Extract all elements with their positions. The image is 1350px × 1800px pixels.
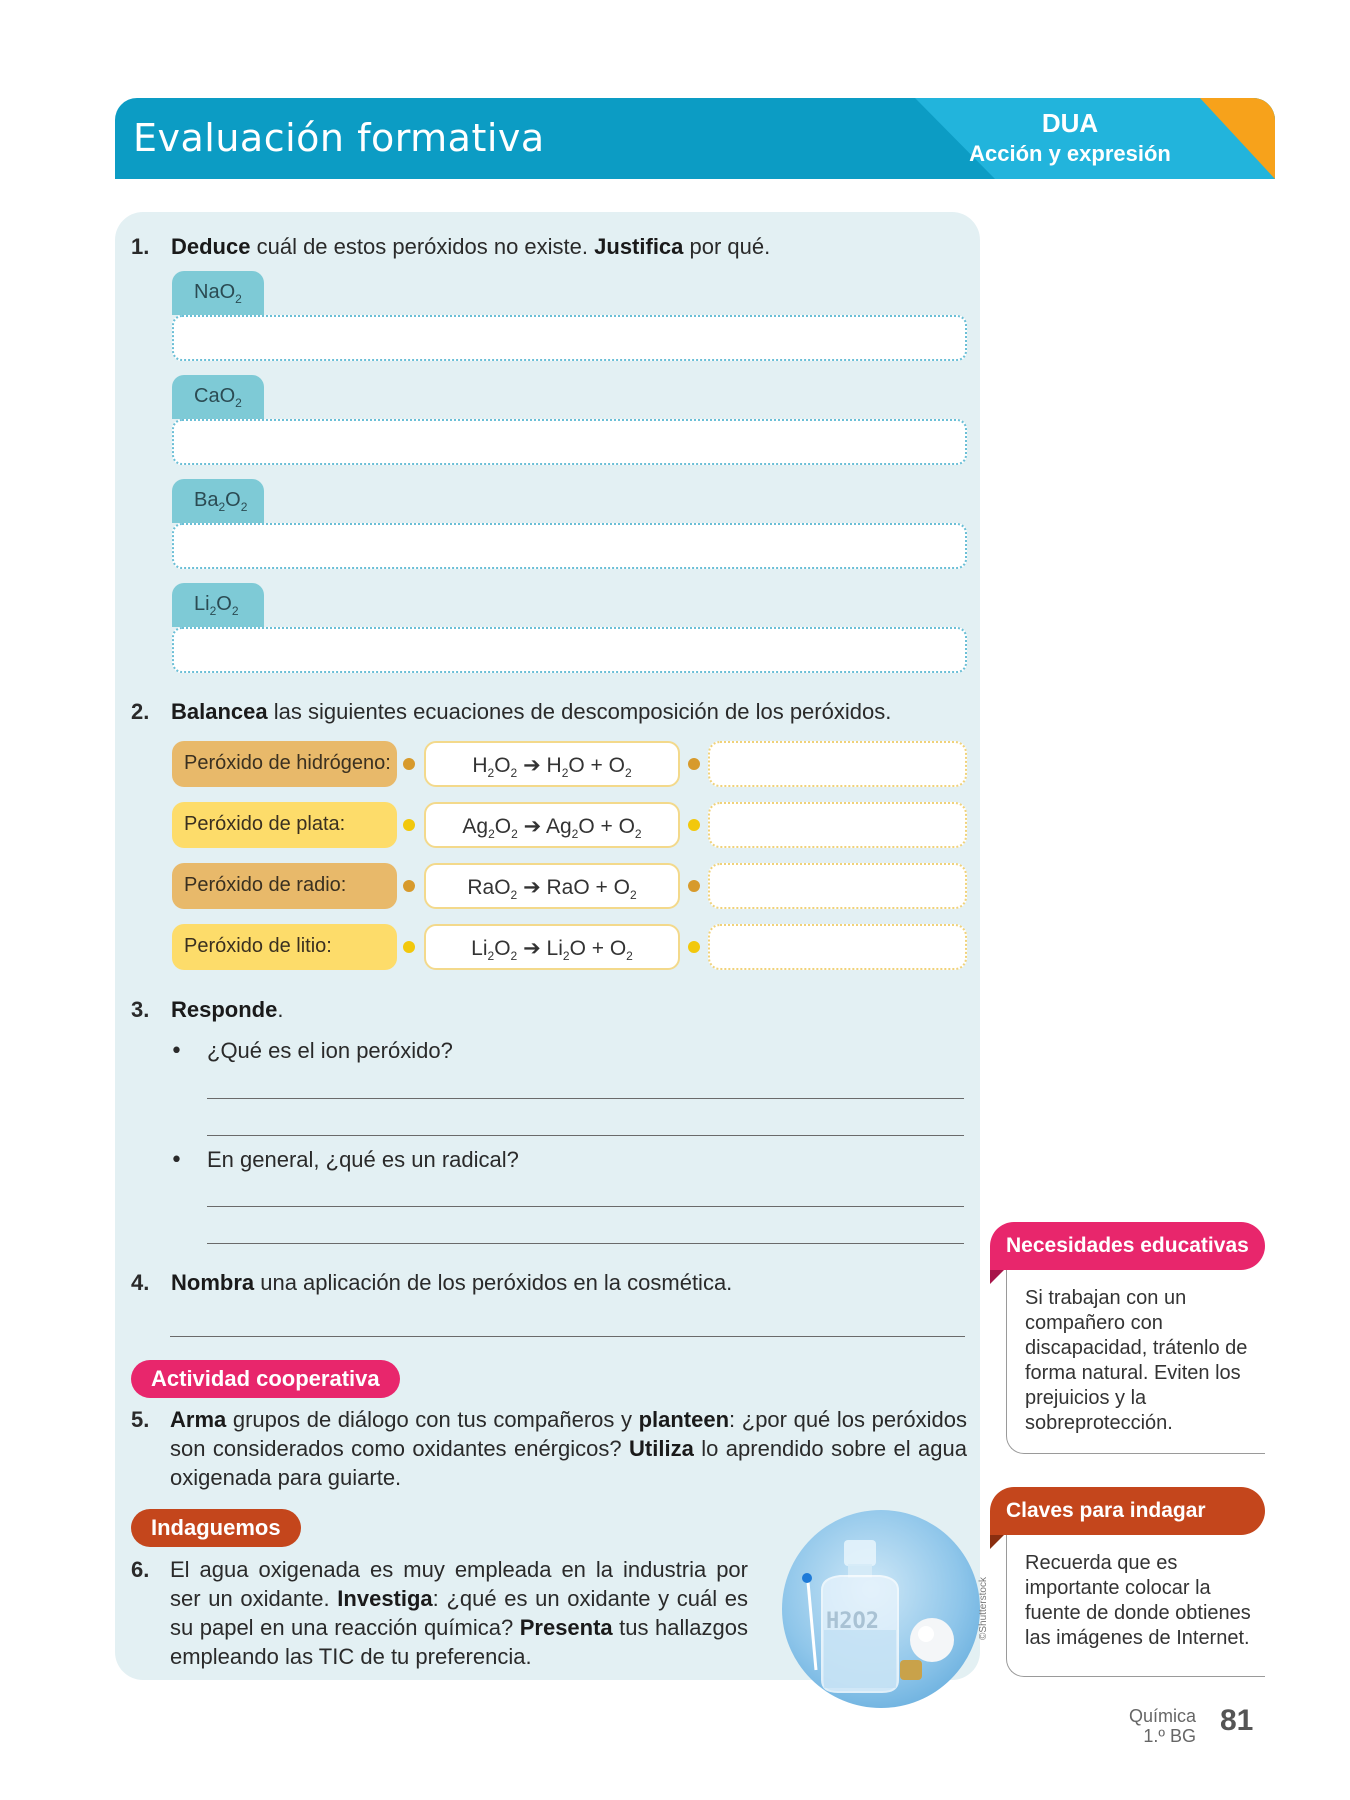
- peroxide-label: Peróxido de hidrógeno:: [172, 741, 397, 787]
- peroxide-label: Peróxido de plata:: [172, 802, 397, 848]
- balanced-answer-field[interactable]: [708, 802, 967, 848]
- connector-dot: [688, 941, 700, 953]
- answer-line[interactable]: [207, 1206, 964, 1207]
- bottle-illustration: [782, 1510, 980, 1708]
- question-1: [131, 232, 951, 262]
- question-text: las siguientes ecuaciones de descomposición de los peróxidos.: [267, 699, 892, 724]
- peroxide-label: Peróxido de litio:: [172, 924, 397, 970]
- question-number: 4.: [131, 1270, 150, 1295]
- bottle-label: H2O2: [826, 1609, 879, 1634]
- question-number: 3.: [131, 997, 150, 1022]
- question-6-text: El agua oxigenada es muy empleada en la industria por ser un oxidante. Investiga: ¿qué es un oxidante y cuál es su papel en una reacción química? Presenta tus hallazgos empleando las TIC de tu preferencia.: [170, 1557, 748, 1669]
- verb: Deduce: [171, 234, 251, 259]
- subject-name: Química: [1128, 1706, 1196, 1726]
- indaguemos-label: Indaguemos: [131, 1509, 301, 1547]
- answer-field[interactable]: [172, 315, 967, 361]
- question-3: [131, 995, 951, 1025]
- page-number: 81: [1220, 1704, 1254, 1737]
- dua-label: [935, 108, 1205, 167]
- question-6-number: [131, 1555, 171, 1585]
- connector-dot: [688, 880, 700, 892]
- peroxide-label: Peróxido de radio:: [172, 863, 397, 909]
- verb: Nombra: [171, 1270, 255, 1295]
- bullet: •: [170, 1039, 183, 1064]
- verb: Justifica: [594, 234, 684, 259]
- balanced-answer-field[interactable]: [708, 924, 967, 970]
- question-number: 2.: [131, 699, 150, 724]
- educational-needs-body: Si trabajan con un compañero con discapacidad, trátenlo de forma natural. Eviten los prejuicios y la sobreprotección.: [1006, 1270, 1265, 1454]
- educational-needs-box: [990, 1222, 1265, 1454]
- balanced-answer-field[interactable]: [708, 863, 967, 909]
- connector-dot: [688, 758, 700, 770]
- connector-dot: [403, 758, 415, 770]
- section-header: [115, 98, 1275, 179]
- connector-dot: [688, 819, 700, 831]
- question-text: .: [277, 997, 284, 1022]
- dua-subtitle: Acción y expresión: [969, 141, 1171, 166]
- answer-line[interactable]: [170, 1336, 965, 1337]
- tab-fold: [990, 1270, 1004, 1284]
- answer-line[interactable]: [207, 1098, 964, 1099]
- equation-box: $Ag_2O_2$ ➔ $Ag_2O + O_2$: [424, 802, 680, 848]
- connector-dot: [403, 941, 415, 953]
- question-text: una aplicación de los peróxidos en la cosmética.: [254, 1270, 733, 1295]
- footer-subject: [1100, 1706, 1196, 1746]
- connector-dot: [403, 880, 415, 892]
- equation-box: $H_2O_2$ ➔ $H_2O + O_2$: [424, 741, 680, 787]
- bullet: •: [170, 1148, 183, 1173]
- research-tips-body: Recuerda que es importante colocar la fuente de donde obtienes las imágenes de Internet.: [1006, 1535, 1265, 1677]
- question-5-number: [131, 1405, 171, 1435]
- research-tips-box: [990, 1487, 1265, 1677]
- answer-field[interactable]: [172, 419, 967, 465]
- grade: 1.º BG: [1143, 1726, 1196, 1746]
- sub-question: ¿Qué es el ion peróxido?: [207, 1038, 453, 1063]
- question-5-text: Arma grupos de diálogo con tus compañeros y planteen: ¿por qué los peróxidos son considerados como oxidantes enérgicos? Utiliza lo aprendido sobre el agua oxigenada para guiarte.: [170, 1407, 967, 1490]
- question-2: [131, 697, 961, 727]
- educational-needs-title: Necesidades educativas: [990, 1222, 1265, 1270]
- verb: Balancea: [171, 699, 268, 724]
- formula-tab: NaO$_2$: [172, 271, 264, 315]
- dua-title: DUA: [1041, 108, 1099, 138]
- answer-line[interactable]: [207, 1135, 964, 1136]
- tab-fold: [990, 1535, 1004, 1549]
- question-text: por qué.: [683, 234, 771, 259]
- section-title: Evaluación formativa: [133, 116, 545, 160]
- equation-box: RaO$_2$ ➔ RaO + $O_2$: [424, 863, 680, 909]
- answer-line[interactable]: [207, 1243, 964, 1244]
- question-text: cuál de estos peróxidos no existe.: [250, 234, 595, 259]
- photo-credit: ©Shutterstock: [978, 1577, 989, 1640]
- question-4: [131, 1268, 951, 1298]
- question-number: 1.: [131, 234, 150, 259]
- verb: Responde: [171, 997, 278, 1022]
- question-number: 6.: [131, 1557, 150, 1582]
- formula-tab: CaO$_2$: [172, 375, 264, 419]
- formula-tab: $Ba_2O_2$: [172, 479, 264, 523]
- question-number: 5.: [131, 1407, 150, 1432]
- cooperative-activity-label: Actividad cooperativa: [131, 1360, 400, 1398]
- arrow-icon: ➔: [523, 815, 542, 838]
- arrow-icon: ➔: [523, 876, 541, 899]
- balanced-answer-field[interactable]: [708, 741, 967, 787]
- hydrogen-peroxide-photo: [782, 1510, 980, 1708]
- arrow-icon: ➔: [523, 754, 541, 777]
- research-tips-title: Claves para indagar: [990, 1487, 1265, 1535]
- sub-question: En general, ¿qué es un radical?: [207, 1147, 519, 1172]
- connector-dot: [403, 819, 415, 831]
- arrow-icon: ➔: [523, 937, 541, 960]
- answer-field[interactable]: [172, 627, 967, 673]
- answer-field[interactable]: [172, 523, 967, 569]
- equation-box: $Li_2O_2$ ➔ $Li_2O + O_2$: [424, 924, 680, 970]
- formula-tab: $Li_2O_2$: [172, 583, 264, 627]
